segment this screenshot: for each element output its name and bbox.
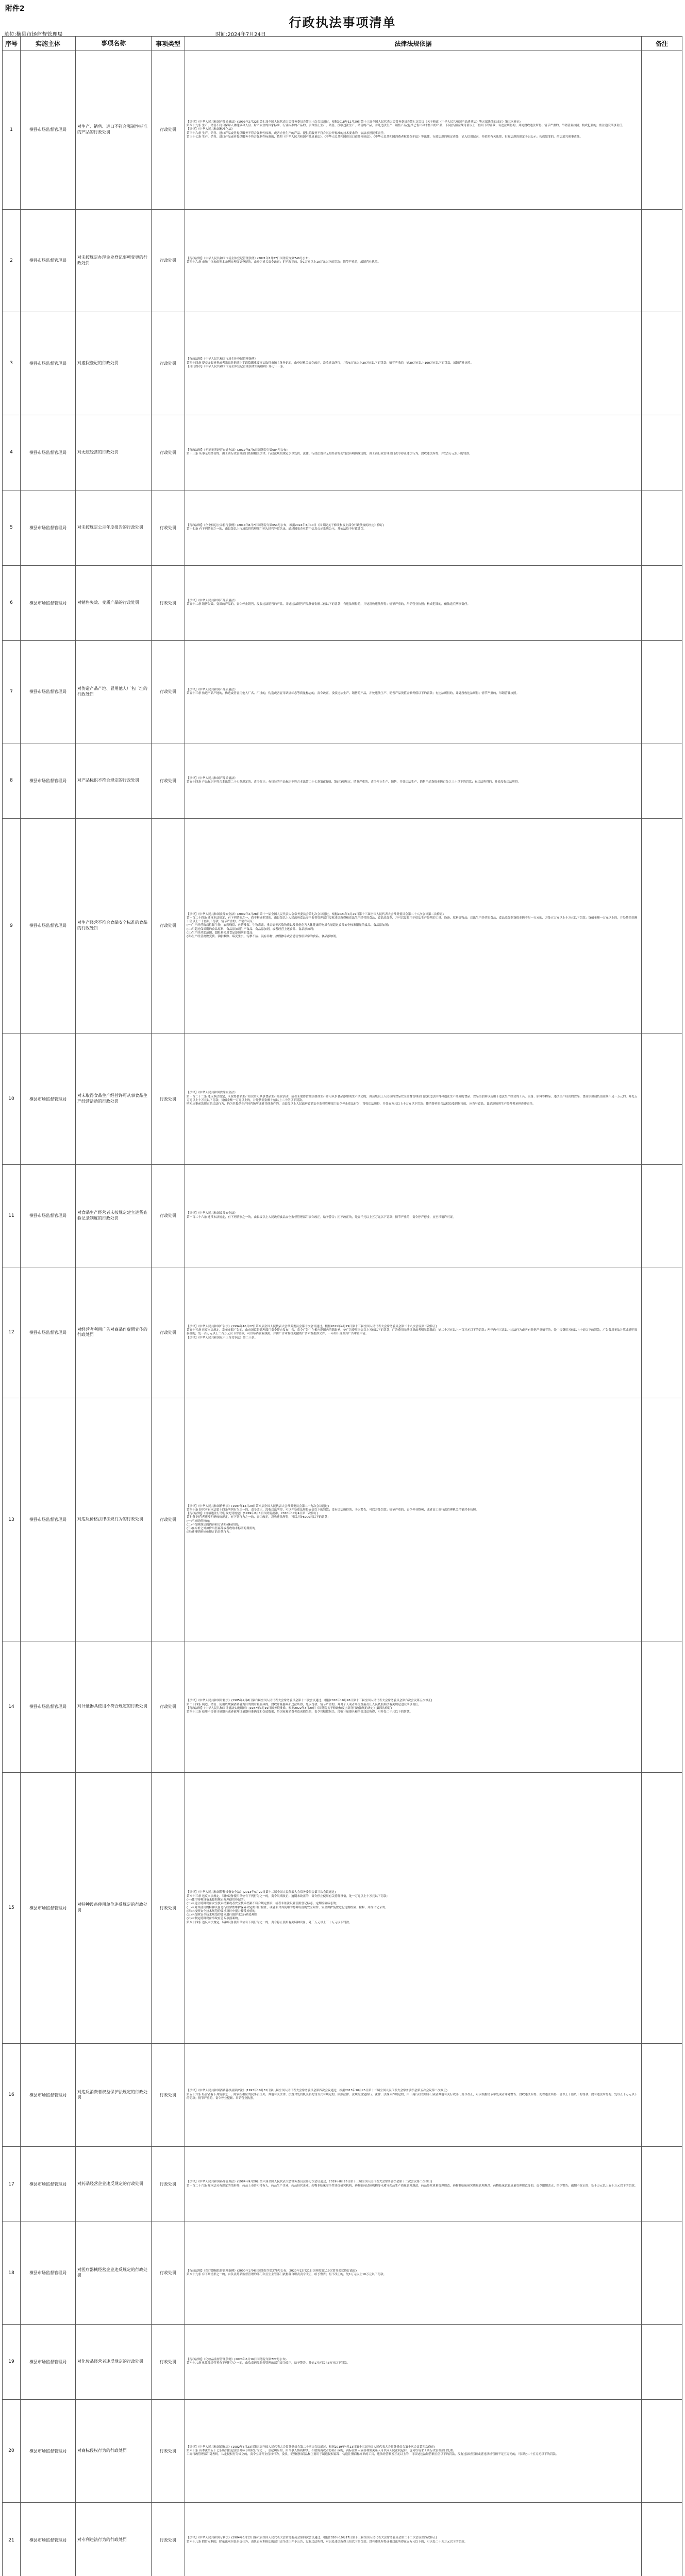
- table-row: [3, 1772, 682, 2043]
- legal-basis-cell: 【法律】《中华人民共和国食品安全法》(2009年2月28日第十一届全国人民代表大会常务委员会第七次会议通过，根据2021年4月29日第十三届全国人民代表大会常务委员会第二十八次会议第二次修正) 第一百二十四条 违反本法规定，有下列情形之一，尚不构成犯罪的，由县级以上人民政府食品安全监督管理部门没收违法所得和违法生产经营的食品、食品添加剂，并可以没收用于违法生产经营的工具、设备、原料等物品；违法生产经营的食品、食品添加剂货值金额不足一万元的，并处五万元以上十万元以下罚款；货值金额一万元以上的，并处货值金额十倍以上二十倍以下罚款；情节严重的，吊销许可证： (一)生产经营致病性微生物，农药残留、兽药残留、生物毒素、重金属等污染物质以及其他危害人体健康的物质含量超过食品安全标准限量的食品、食品添加剂； (二)用超过保质期的食品原料、食品添加剂生产食品、食品添加剂，或者经营上述食品、食品添加剂； (三)生产经营超范围、超限量使用食品添加剂的食品； (四)生产经营腐败变质、油脂酸败、霉变生虫、污秽不洁、混有异物、掺假掺杂或者感官性状异常的食品、食品添加剂。: [185, 818, 642, 1033]
- table-row: [3, 2147, 682, 2222]
- legal-basis-cell: 【行政法规】《医疗器械监督管理条例》(2000年1月4日国务院令第276号公布，2020年12月21日国务院第119次常务会议修订通过) 第八十九条 有下列情形之一的，由负责药品监督管理的部门和卫生主管部门依据各自职责责令改正，给予警告；拒不改正的，处1万元以上10万元以下罚款。: [185, 2222, 642, 2325]
- legal-basis-cell: 【行政法规】《无证无照经营查处办法》(2017年8月6日国务院令第684号公布) 第十三条 从事无照经营的，由工商行政管理部门依照相关法律、行政法规的规定予以处罚。法律、行政法规对无照经营的处罚没有明确规定的，由工商行政管理部门责令停止违法行为，没收违法所得，并处1万元以下的罚款。: [185, 415, 642, 490]
- implementing-body-cell: 横县市场监督管理局: [21, 640, 76, 743]
- item-type-cell: 行政处罚: [152, 565, 185, 640]
- legal-basis-cell: 【法律】《中华人民共和国食品安全法》 第一百二十六条 违反本法规定，有下列情形之一的，由县级以上人民政府食品安全监督管理部门责令改正，给予警告；拒不改正的，处五千元以上五万元以下罚款；情节严重的，责令停产停业，直至吊销许可证。: [185, 1164, 642, 1267]
- item-type-cell: 行政处罚: [152, 743, 185, 818]
- row-number-cell: 2: [3, 209, 21, 312]
- remarks-cell: [642, 312, 682, 415]
- implementing-body-cell: 横县市场监督管理局: [21, 2147, 76, 2222]
- implementing-body-cell: 横县市场监督管理局: [21, 1033, 76, 1165]
- row-number-cell: 16: [3, 2043, 21, 2146]
- item-name-cell: 对化妆品经营者违反规定的行政处罚: [76, 2324, 152, 2399]
- item-name-cell: 对虚假登记的行政处罚: [76, 312, 152, 415]
- remarks-cell: [642, 1398, 682, 1641]
- row-number-cell: 10: [3, 1033, 21, 1165]
- item-name-cell: 对商标侵权行为的行政处罚: [76, 2399, 152, 2502]
- item-name-cell: 对产品标识不符合规定的行政处罚: [76, 743, 152, 818]
- table-row: [3, 743, 682, 818]
- row-number-cell: 21: [3, 2503, 21, 2576]
- remarks-cell: [642, 565, 682, 640]
- item-type-cell: 行政处罚: [152, 415, 185, 490]
- table-row: [3, 640, 682, 743]
- column-header: 事项名称: [76, 37, 152, 50]
- legal-basis-cell: 【法律】《中华人民共和国广告法》(1994年10月27日第八届全国人民代表大会常务委员会第十次会议通过，根据2021年4月29日第十三届全国人民代表大会常务委员会第二十八次会议第二次修正) 第五十五条 违反本法规定，发布虚假广告的，由市场监督管理部门责令停止发布广告，责令广告主在相应范围内消除影响，处广告费用三倍以上五倍以下的罚款，广告费用无法计算或者明显偏低的，处二十万元以上一百万元以下的罚款；两年内有三次以上违法行为或者有其他严重情节的，处广告费用五倍以上十倍以下的罚款，广告费用无法计算或者明显偏低的，处一百万元以上二百万元以下的罚款，可以吊销营业执照，并由广告审查机关撤销广告审查批准文件、一年内不受理其广告审查申请。 【法律】《中华人民共和国反不正当竞争法》第二十条。: [185, 1267, 642, 1398]
- legal-basis-cell: 【法律】《中华人民共和国专利法》(1984年3月12日第六届全国人民代表大会常务委员会第四次会议通过，根据2020年10月17日第十三届全国人民代表大会常务委员会第二十二次会议第四次修正) 第六十八条 假冒专利的，除依法承担民事责任外，由负责专利执法的部门责令改正并予公告，没收违法所得，可以处违法所得五倍以下的罚款；没有违法所得或者违法所得在五万元以下的，可以处二十五万元以下的罚款。: [185, 2503, 642, 2576]
- remarks-cell: [642, 209, 682, 312]
- item-type-cell: 行政处罚: [152, 1641, 185, 1772]
- implementing-body-cell: 横县市场监督管理局: [21, 565, 76, 640]
- item-name-cell: 对专利违法行为的行政处罚: [76, 2503, 152, 2576]
- legal-basis-cell: 【法律】《中华人民共和国食品安全法》 第一百二十二条 违反本法规定，未取得食品生产经营许可从事食品生产经营活动，或者未取得食品添加剂生产许可从事食品添加剂生产活动的，由县级以上人民政府食品安全监督管理部门没收违法所得和违法生产经营的食品、食品添加剂以及用于违法生产经营的工具、设备、原料等物品；违法生产经营的食品、食品添加剂货值金额不足一万元的，并处五万元以上十万元以下罚款；货值金额一万元以上的，并处货值金额十倍以上二十倍以下罚款。 明知从事前款规定的违法行为，仍为其提供生产经营场所或者其他条件的，由县级以上人民政府食品安全监督管理部门责令停止违法行为，没收违法所得，并处五万元以上十万元以下罚款；使消费者的合法权益受到损害的，应当与食品、食品添加剂生产经营者承担连带责任。: [185, 1033, 642, 1165]
- enforcement-table: [2, 36, 682, 2576]
- remarks-cell: [642, 2399, 682, 2502]
- table-row: [3, 1267, 682, 1398]
- item-type-cell: 行政处罚: [152, 818, 185, 1033]
- table-row: [3, 490, 682, 565]
- implementing-body-cell: 横县市场监督管理局: [21, 2043, 76, 2146]
- implementing-body-cell: 横县市场监督管理局: [21, 1398, 76, 1641]
- item-name-cell: 对未取得食品生产经营许可从事食品生产经营活动的行政处罚: [76, 1033, 152, 1165]
- legal-basis-cell: 【法律】《中华人民共和国药品管理法》(1984年9月20日第六届全国人民代表大会常务委员会第七次会议通过，2019年8月26日第十三届全国人民代表大会常务委员会第十二次会议第二次修订) 第一百二十六条 除本法另有规定的情形外，药品上市许可持有人、药品生产企业、药品经营企业、药物非临床安全性评价研究机构、药物临床试验机构等未遵守药品生产质量管理规范、药品经营质量管理规范、药物非临床研究质量管理规范、药物临床试验质量管理规范等的，责令限期改正，给予警告；逾期不改正的，处十万元以上五十万元以下的罚款。: [185, 2147, 642, 2222]
- implementing-body-cell: 横县市场监督管理局: [21, 2503, 76, 2576]
- remarks-cell: [642, 2503, 682, 2576]
- table-row: [3, 415, 682, 490]
- table-row: [3, 565, 682, 640]
- column-header: 序号: [3, 37, 21, 50]
- implementing-body-cell: 横县市场监督管理局: [21, 312, 76, 415]
- remarks-cell: [642, 1267, 682, 1398]
- row-number-cell: 7: [3, 640, 21, 743]
- unit-label: 单位:横县市场监督管理局: [4, 32, 63, 38]
- item-name-cell: 对伪造产品产地、冒用他人厂名厂址的行政处罚: [76, 640, 152, 743]
- table-row: [3, 312, 682, 415]
- row-number-cell: 15: [3, 1772, 21, 2043]
- remarks-cell: [642, 415, 682, 490]
- implementing-body-cell: 横县市场监督管理局: [21, 743, 76, 818]
- row-number-cell: 20: [3, 2399, 21, 2502]
- row-number-cell: 19: [3, 2324, 21, 2399]
- item-type-cell: 行政处罚: [152, 2324, 185, 2399]
- item-type-cell: 行政处罚: [152, 1398, 185, 1641]
- item-type-cell: 行政处罚: [152, 1033, 185, 1165]
- remarks-cell: [642, 2324, 682, 2399]
- row-number-cell: 1: [3, 50, 21, 210]
- remarks-cell: [642, 640, 682, 743]
- item-type-cell: 行政处罚: [152, 209, 185, 312]
- item-name-cell: 对生产、销售、进口不符合强制性标准的产品的行政处罚: [76, 50, 152, 210]
- legal-basis-cell: 【法律】《中华人民共和国产品质量法》(1993年2月22日第七届全国人民代表大会常务委员会第三十次会议通过，根据2018年12月29日第十三届全国人民代表大会常务委员会第七次会议《关于修改〈中华人民共和国产品质量法〉等五部法律的决定》第三次修正) 第四十九条 生产、销售不符合保障人体健康和人身、财产安全的国家标准、行业标准的产品的，责令停止生产、销售，没收违法生产、销售的产品，并处违法生产、销售产品(包括已售出和未售出的产品，下同)货值金额等值以上三倍以下的罚款；有违法所得的，并处没收违法所得；情节严重的，吊销营业执照；构成犯罪的，依法追究刑事责任。 【法律】《中华人民共和国标准化法》 第三十六条 生产、销售、进口产品或者提供服务不符合强制性标准，或者企业生产的产品、提供的服务不符合其公开标准的技术要求的，依法承担民事责任。 第三十七条 生产、销售、进口产品或者提供服务不符合强制性标准的，依照《中华人民共和国产品质量法》、《中华人民共和国进出口商品检验法》、《中华人民共和国消费者权益保护法》等法律、行政法规的规定查处，记入信用记录，并依照有关法律、行政法规的规定予以公示；构成犯罪的，依法追究刑事责任。: [185, 50, 642, 210]
- item-name-cell: 对无照经营的行政处罚: [76, 415, 152, 490]
- row-number-cell: 3: [3, 312, 21, 415]
- legal-basis-cell: 【行政法规】《中华人民共和国市场主体登记管理条例》(2021年7月27日国务院令第746号公布) 第四十六条 市场主体未依照本条例办理变更登记的，由登记机关责令改正；拒不改正的，处1万元以上10万元以下的罚款；情节严重的，吊销营业执照。: [185, 209, 642, 312]
- table-row: [3, 1641, 682, 1772]
- item-type-cell: 行政处罚: [152, 1772, 185, 2043]
- implementing-body-cell: 横县市场监督管理局: [21, 2222, 76, 2325]
- implementing-body-cell: 横县市场监督管理局: [21, 50, 76, 210]
- remarks-cell: [642, 1772, 682, 2043]
- item-type-cell: 行政处罚: [152, 1267, 185, 1398]
- item-type-cell: 行政处罚: [152, 490, 185, 565]
- table-row: [3, 2222, 682, 2325]
- table-row: [3, 1398, 682, 1641]
- implementing-body-cell: 横县市场监督管理局: [21, 490, 76, 565]
- legal-basis-cell: 【行政法规】《企业信息公示暂行条例》(2014年8月7日国务院令第654号公布，根据2024年3月10日《国务院关于修改和废止部分行政法规的决定》修订) 第十七条 有下列情形之一的，由县级以上市场监督管理部门列入经营异常名录，通过国家企业信用信息公示系统公示，并依法给予行政处罚。: [185, 490, 642, 565]
- item-type-cell: 行政处罚: [152, 2399, 185, 2502]
- legal-basis-cell: 【行政法规】《化妆品监督管理条例》(2020年6月16日国务院令第727号公布) 第六十八条 化妆品经营者有下列行为之一的，由负责药品监督管理的部门责令改正，给予警告，并处1万元以上3万元以下罚款。: [185, 2324, 642, 2399]
- remarks-cell: [642, 2043, 682, 2146]
- row-number-cell: 4: [3, 415, 21, 490]
- table-row: [3, 2399, 682, 2502]
- remarks-cell: [642, 2147, 682, 2222]
- table-body: [3, 50, 682, 2576]
- date-label: 时间:2024年7月24日: [215, 32, 266, 38]
- item-type-cell: 行政处罚: [152, 312, 185, 415]
- column-header: 实施主体: [21, 37, 76, 50]
- item-name-cell: 对经营者利用广告对商品作虚假宣传的行政处罚: [76, 1267, 152, 1398]
- legal-basis-cell: 【法律】《中华人民共和国产品质量法》 第五十四条 产品标识不符合本法第二十七条规定的，责令改正；有包装的产品标识不符合本法第二十七条第(四)项、第(五)项规定，情节严重的，责令停止生产、销售，并处违法生产、销售产品货值金额百分之三十以下的罚款；有违法所得的，并处没收违法所得。: [185, 743, 642, 818]
- item-name-cell: 对未按规定公示年度报告的行政处罚: [76, 490, 152, 565]
- column-header: 事项类型: [152, 37, 185, 50]
- row-number-cell: 6: [3, 565, 21, 640]
- remarks-cell: [642, 1033, 682, 1165]
- remarks-cell: [642, 1164, 682, 1267]
- table-header-row: [3, 37, 682, 50]
- implementing-body-cell: 横县市场监督管理局: [21, 1641, 76, 1772]
- item-type-cell: 行政处罚: [152, 50, 185, 210]
- legal-basis-cell: 【法律】《中华人民共和国商标法》(1982年8月23日第五届全国人民代表大会常务委员会第二十四次会议通过，根据2019年4月23日第十三届全国人民代表大会常务委员会第十次会议第四次修正) 第六十条 有本法第五十七条所列侵犯注册商标专用权行为之一，引起纠纷的，由当事人协商解决；不愿协商或者协商不成的，商标注册人或者利害关系人可以向人民法院起诉，也可以请求工商行政管理部门处理。 工商行政管理部门处理时，认定侵权行为成立的，责令立即停止侵权行为，没收、销毁侵权商品和主要用于制造侵权商品、伪造注册商标标识的工具，违法经营额五万元以上的，可以处违法经营额五倍以下的罚款，没有违法经营额或者违法经营额不足五万元的，可以处二十五万元以下的罚款。: [185, 2399, 642, 2502]
- row-number-cell: 5: [3, 490, 21, 565]
- row-number-cell: 14: [3, 1641, 21, 1772]
- item-name-cell: 对计量器具使用不符合规定的行政处罚: [76, 1641, 152, 1772]
- implementing-body-cell: 横县市场监督管理局: [21, 1164, 76, 1267]
- item-type-cell: 行政处罚: [152, 640, 185, 743]
- remarks-cell: [642, 490, 682, 565]
- attachment-label: 附件2: [5, 5, 25, 13]
- remarks-cell: [642, 1641, 682, 1772]
- item-type-cell: 行政处罚: [152, 2222, 185, 2325]
- table-row: [3, 1033, 682, 1165]
- implementing-body-cell: 横县市场监督管理局: [21, 2399, 76, 2502]
- item-type-cell: 行政处罚: [152, 2503, 185, 2576]
- item-name-cell: 对生产经营不符合食品安全标准的食品的行政处罚: [76, 818, 152, 1033]
- item-name-cell: 对违反消费者权益保护法规定的行政处罚: [76, 2043, 152, 2146]
- document-title: 行政执法事项清单: [289, 15, 396, 30]
- remarks-cell: [642, 818, 682, 1033]
- table-row: [3, 818, 682, 1033]
- item-name-cell: 对违反价格法律法规行为的行政处罚: [76, 1398, 152, 1641]
- legal-basis-cell: 【行政法规】《中华人民共和国市场主体登记管理条例》 第四十四条 提交虚假材料或者采取其他欺诈手段隐瞒重要事实取得市场主体登记的，由登记机关责令改正，没收违法所得，并处5万元以上20万元以下的罚款；情节严重的，处20万元以上100万元以下的罚款，吊销营业执照。 【部门规章】《中华人民共和国市场主体登记管理条例实施细则》第七十一条。: [185, 312, 642, 415]
- row-number-cell: 12: [3, 1267, 21, 1398]
- row-number-cell: 13: [3, 1398, 21, 1641]
- item-name-cell: 对特种设备使用单位违反规定的行政处罚: [76, 1772, 152, 2043]
- table-row: [3, 2503, 682, 2576]
- legal-basis-cell: 【法律】《中华人民共和国产品质量法》 第五十三条 伪造产品产地的，伪造或者冒用他人厂名、厂址的，伪造或者冒用认证标志等质量标志的，责令改正，没收违法生产、销售的产品，并处违法生产、销售产品货值金额等值以下的罚款；有违法所得的，并处没收违法所得；情节严重的，吊销营业执照。: [185, 640, 642, 743]
- implementing-body-cell: 横县市场监督管理局: [21, 415, 76, 490]
- item-type-cell: 行政处罚: [152, 1164, 185, 1267]
- implementing-body-cell: 横县市场监督管理局: [21, 1772, 76, 2043]
- item-type-cell: 行政处罚: [152, 2147, 185, 2222]
- legal-basis-cell: 【法律】《中华人民共和国特种设备安全法》(2013年6月29日第十二届全国人民代表大会常务委员会第三次会议通过) 第八十三条 违反本法规定，特种设备使用单位有下列行为之一的，责令限期改正；逾期未改正的，责令停止使用有关特种设备，处一万元以上十万元以下罚款： (一)使用特种设备未按照规定办理使用登记的； (二)未建立特种设备安全技术档案或者安全技术档案不符合规定要求，或者未依法设置使用登记标志、定期检验标志的； (三)未对其使用的特种设备进行经常性维护保养和定期自行检查，或者未对其使用的特种设备的安全附件、安全保护装置进行定期校验、检修，并作出记录的； (四)未按照安全技术规范的要求及时申报并接受检验的； (五)未按照安全技术规范的要求进行锅炉水(介)质处理的； (六)未制定特种设备事故应急专项预案的。 第八十四条 违反本法规定，特种设备使用单位有下列行为之一的，责令停止使用有关特种设备，处三万元以上三十万元以下罚款。: [185, 1772, 642, 2043]
- row-number-cell: 18: [3, 2222, 21, 2325]
- legal-basis-cell: 【法律】《中华人民共和国消费者权益保护法》(1993年10月31日第八届全国人民代表大会常务委员会第四次会议通过，根据2013年10月25日第十二届全国人民代表大会常务委员会第五次会议第二次修正) 第五十六条 经营者有下列情形之一，除承担相应的民事责任外，其他有关法律、法规对处罚机关和处罚方式有规定的，依照法律、法规的规定执行；法律、法规未作规定的，由工商行政管理部门或者其他有关行政部门责令改正，可以根据情节单处或者并处警告、没收违法所得、处以违法所得一倍以上十倍以下的罚款，没有违法所得的，处以五十万元以下的罚款；情节严重的，责令停业整顿、吊销营业执照。: [185, 2043, 642, 2146]
- column-header: 备注: [642, 37, 682, 50]
- item-type-cell: 行政处罚: [152, 2043, 185, 2146]
- item-name-cell: 对销售失效、变质产品的行政处罚: [76, 565, 152, 640]
- implementing-body-cell: 横县市场监督管理局: [21, 209, 76, 312]
- table-row: [3, 209, 682, 312]
- row-number-cell: 9: [3, 818, 21, 1033]
- implementing-body-cell: 横县市场监督管理局: [21, 2324, 76, 2399]
- remarks-cell: [642, 743, 682, 818]
- remarks-cell: [642, 50, 682, 210]
- item-name-cell: 对药品经营企业违反规定的行政处罚: [76, 2147, 152, 2222]
- implementing-body-cell: 横县市场监督管理局: [21, 818, 76, 1033]
- legal-basis-cell: 【法律】《中华人民共和国价格法》(1997年12月29日第八届全国人民代表大会常务委员会第二十九次会议通过) 第四十条 经营者有本法第十四条所列行为之一的，责令改正，没收违法所得，可以并处违法所得五倍以下的罚款；没有违法所得的，予以警告，可以并处罚款；情节严重的，责令停业整顿，或者由工商行政管理机关吊销营业执照。 【行政法规】《价格违法行为行政处罚规定》(1999年8月1日国务院批准，2010年12月4日第三次修订) 第七条 经营者违反明码标价规定，有下列行为之一的，责令改正，没收违法所得，可以并处5000元以下的罚款： (一)不标明价格的； (二)不按照规定的内容和方式明码标价的； (三)在标价之外加价出售商品或者收取未标明的费用的； (四)违反明码标价规定的其他行为。: [185, 1398, 642, 1641]
- column-header: 法律法规依据: [185, 37, 642, 50]
- item-name-cell: 对未按规定办理企业登记事项变更的行政处罚: [76, 209, 152, 312]
- row-number-cell: 11: [3, 1164, 21, 1267]
- legal-basis-cell: 【法律】《中华人民共和国产品质量法》 第五十二条 销售失效、变质的产品的，责令停止销售，没收违法销售的产品，并处违法销售产品货值金额二倍以下的罚款；有违法所得的，并处没收违法所得；情节严重的，吊销营业执照；构成犯罪的，依法追究刑事责任。: [185, 565, 642, 640]
- item-name-cell: 对医疗器械经营企业违反规定的行政处罚: [76, 2222, 152, 2325]
- implementing-body-cell: 横县市场监督管理局: [21, 1267, 76, 1398]
- legal-basis-cell: 【法律】《中华人民共和国计量法》(1985年9月6日第六届全国人民代表大会常务委员会第十二次会议通过，根据2018年10月26日第十三届全国人民代表大会常务委员会第六次会议第五次修正) 第二十四条 制造、销售、使用以欺骗消费者为目的的计量器具的，没收计量器具和违法所得，处以罚款；情节严重的，并对个人或者单位直接责任人员依照刑法有关规定追究刑事责任。 【行政法规】《中华人民共和国计量法实施细则》(1987年1月19日国务院批准，根据2022年3月29日《国务院关于修改和废止部分行政法规的决定》第四次修订) 第四十三条 使用不合格计量器具或者破坏计量器具准确度和伪造数据，给国家和消费者造成损失的，责令其赔偿损失，没收计量器具和全部违法所得，可并处二千元以下的罚款。: [185, 1641, 642, 1772]
- remarks-cell: [642, 2222, 682, 2325]
- table-row: [3, 1164, 682, 1267]
- table-row: [3, 2324, 682, 2399]
- row-number-cell: 17: [3, 2147, 21, 2222]
- item-name-cell: 对食品生产经营者未按规定建立进货查验记录制度的行政处罚: [76, 1164, 152, 1267]
- table-row: [3, 2043, 682, 2146]
- row-number-cell: 8: [3, 743, 21, 818]
- table-row: [3, 50, 682, 210]
